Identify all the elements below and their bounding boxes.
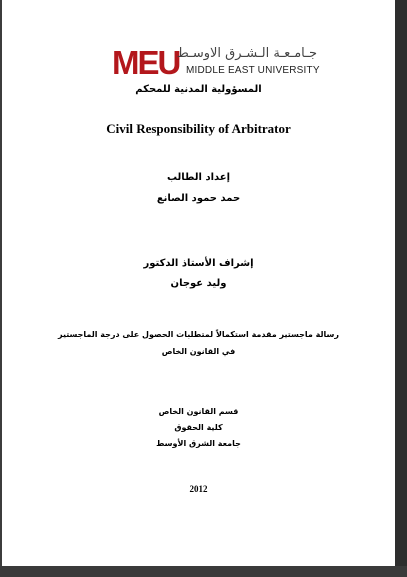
university-name: جامعة الشرق الأوسط bbox=[156, 439, 241, 448]
supervisor-name: وليد عوجان bbox=[170, 278, 227, 289]
logo-arabic-text: جـامـعـة الـشـرق الاوسـط bbox=[176, 46, 317, 61]
logo-mark: MEU bbox=[112, 44, 180, 81]
title-arabic: المسؤولية المدنية للمحكم bbox=[135, 84, 262, 95]
supervisor-label: إشراف الأستاذ الدكتور bbox=[143, 258, 254, 269]
faculty: كلية الحقوق bbox=[174, 423, 223, 432]
university-logo bbox=[112, 44, 320, 82]
document-page bbox=[2, 0, 395, 566]
department: قسم القانون الخاص bbox=[158, 407, 239, 416]
student-name: حمد حمود الصانع bbox=[156, 193, 241, 204]
title-english: Civil Responsibility of Arbitrator bbox=[106, 121, 291, 136]
thesis-statement-line1: رسالة ماجستير مقدمة استكمالاً لمتطلبات الحصول على درجة الماجستير bbox=[57, 330, 339, 339]
logo-english-text: MIDDLE EAST UNIVERSITY bbox=[186, 65, 320, 76]
thesis-statement-line2: في القانون الخاص bbox=[161, 347, 236, 356]
prepared-by-label: إعداد الطالب bbox=[166, 172, 231, 183]
viewer-bottom-bar bbox=[0, 566, 407, 577]
viewer-gutter bbox=[395, 0, 407, 577]
year: 2012 bbox=[189, 484, 208, 494]
